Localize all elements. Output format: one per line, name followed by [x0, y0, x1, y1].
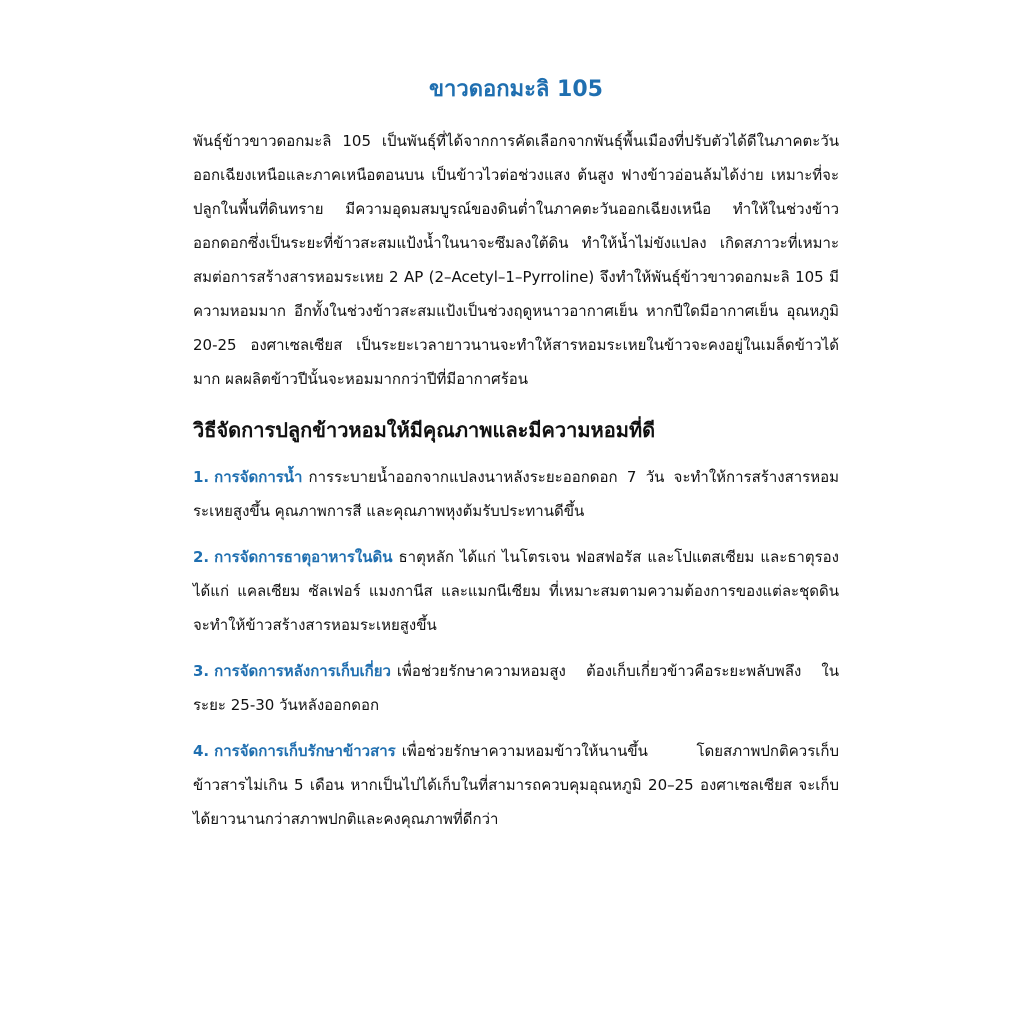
list-item-soil-nutrient-management — [193, 540, 839, 642]
item-text: เพื่อช่วยรักษาความหอมข้าวให้นานขึ้น โดยสภาพปกติควรเก็บข้าวสารไม่เกิน 5 เดือน หากเป็นไปได้เก็บในที่สามารถควบคุมอุณหภูมิ 20–25 องศาเซลเซียส จะเก็บได้ยาวนานกว่าสภาพปกติและคงคุณภาพที่ดีกว่า — [193, 742, 839, 828]
list-item-water-management — [193, 460, 839, 528]
item-text: การระบายน้ำออกจากแปลงนาหลังระยะออกดอก 7 วัน จะทำให้การสร้างสารหอมระเหยสูงขึ้น คุณภาพการสี และคุณภาพหุงต้มรับประทานดีขึ้น — [193, 468, 839, 520]
item-number: 4. — [193, 742, 210, 760]
item-label: การจัดการหลังการเก็บเกี่ยว — [214, 662, 391, 680]
section-heading: วิธีจัดการปลูกข้าวหอมให้มีคุณภาพและมีความหอมที่ดี — [193, 418, 656, 442]
item-label: การจัดการเก็บรักษาข้าวสาร — [214, 742, 396, 760]
document-page — [193, 70, 839, 848]
item-label: การจัดการธาตุอาหารในดิน — [214, 548, 393, 566]
item-text: ธาตุหลัก ได้แก่ ไนโตรเจน ฟอสฟอรัส และโปแตสเซียม และธาตุรอง ได้แก่ แคลเซียม ซัลเฟอร์ แมงกานีส และแมกนีเซียม ที่เหมาะสมตามความต้องการของแต่ละชุดดิน จะทำให้ข้าวสร้างสารหอมระเหยสูงขึ้น — [193, 548, 839, 634]
list-item-post-harvest-management — [193, 654, 839, 722]
item-label: การจัดการน้ำ — [214, 468, 303, 486]
list-item-milled-rice-storage — [193, 734, 839, 836]
item-text: เพื่อช่วยรักษาความหอมสูง ต้องเก็บเกี่ยวข้าวคือระยะพลับพลึง ในระยะ 25-30 วันหลังออกดอก — [193, 662, 839, 714]
item-number: 1. — [193, 468, 210, 486]
page-title: ขาวดอกมะลิ 105 — [429, 77, 603, 102]
item-number: 3. — [193, 662, 210, 680]
item-number: 2. — [193, 548, 210, 566]
intro-paragraph: พันธุ์ข้าวขาวดอกมะลิ 105 เป็นพันธุ์ที่ได้จากการคัดเลือกจากพันธุ์พื้นเมืองที่ปรับตัวได้ดีในภาคตะวันออกเฉียงเหนือและภาคเหนือตอนบน เป็นข้าวไวต่อช่วงแสง ต้นสูง ฟางข้าวอ่อนล้มได้ง่าย เหมาะที่จะปลูกในพื้นที่ดินทราย มีความอุดมสมบูรณ์ของดินต่ำในภาคตะวันออกเฉียงเหนือ ทำให้ในช่วงข้าวออกดอกซึ่งเป็นระยะที่ข้าวสะสมแป้งน้ำในนาจะซึมลงใต้ดิน ทำให้น้ำไม่ขังแปลง เกิดสภาวะที่เหมาะสมต่อการสร้างสารหอมระเหย 2 AP (2–Acetyl–1–Pyrroline) จึงทำให้พันธุ์ข้าวขาวดอกมะลิ 105 มีความหอมมาก อีกทั้งในช่วงข้าวสะสมแป้งเป็นช่วงฤดูหนาวอากาศเย็น หากปีใดมีอากาศเย็น อุณหภูมิ 20-25 องศาเซลเซียส เป็นระยะเวลายาวนานจะทำให้สารหอมระเหยในข้าวจะคงอยู่ในเมล็ดข้าวได้มาก ผลผลิตข้าวปีนั้นจะหอมมากกว่าปีที่มีอากาศร้อน — [193, 132, 839, 388]
